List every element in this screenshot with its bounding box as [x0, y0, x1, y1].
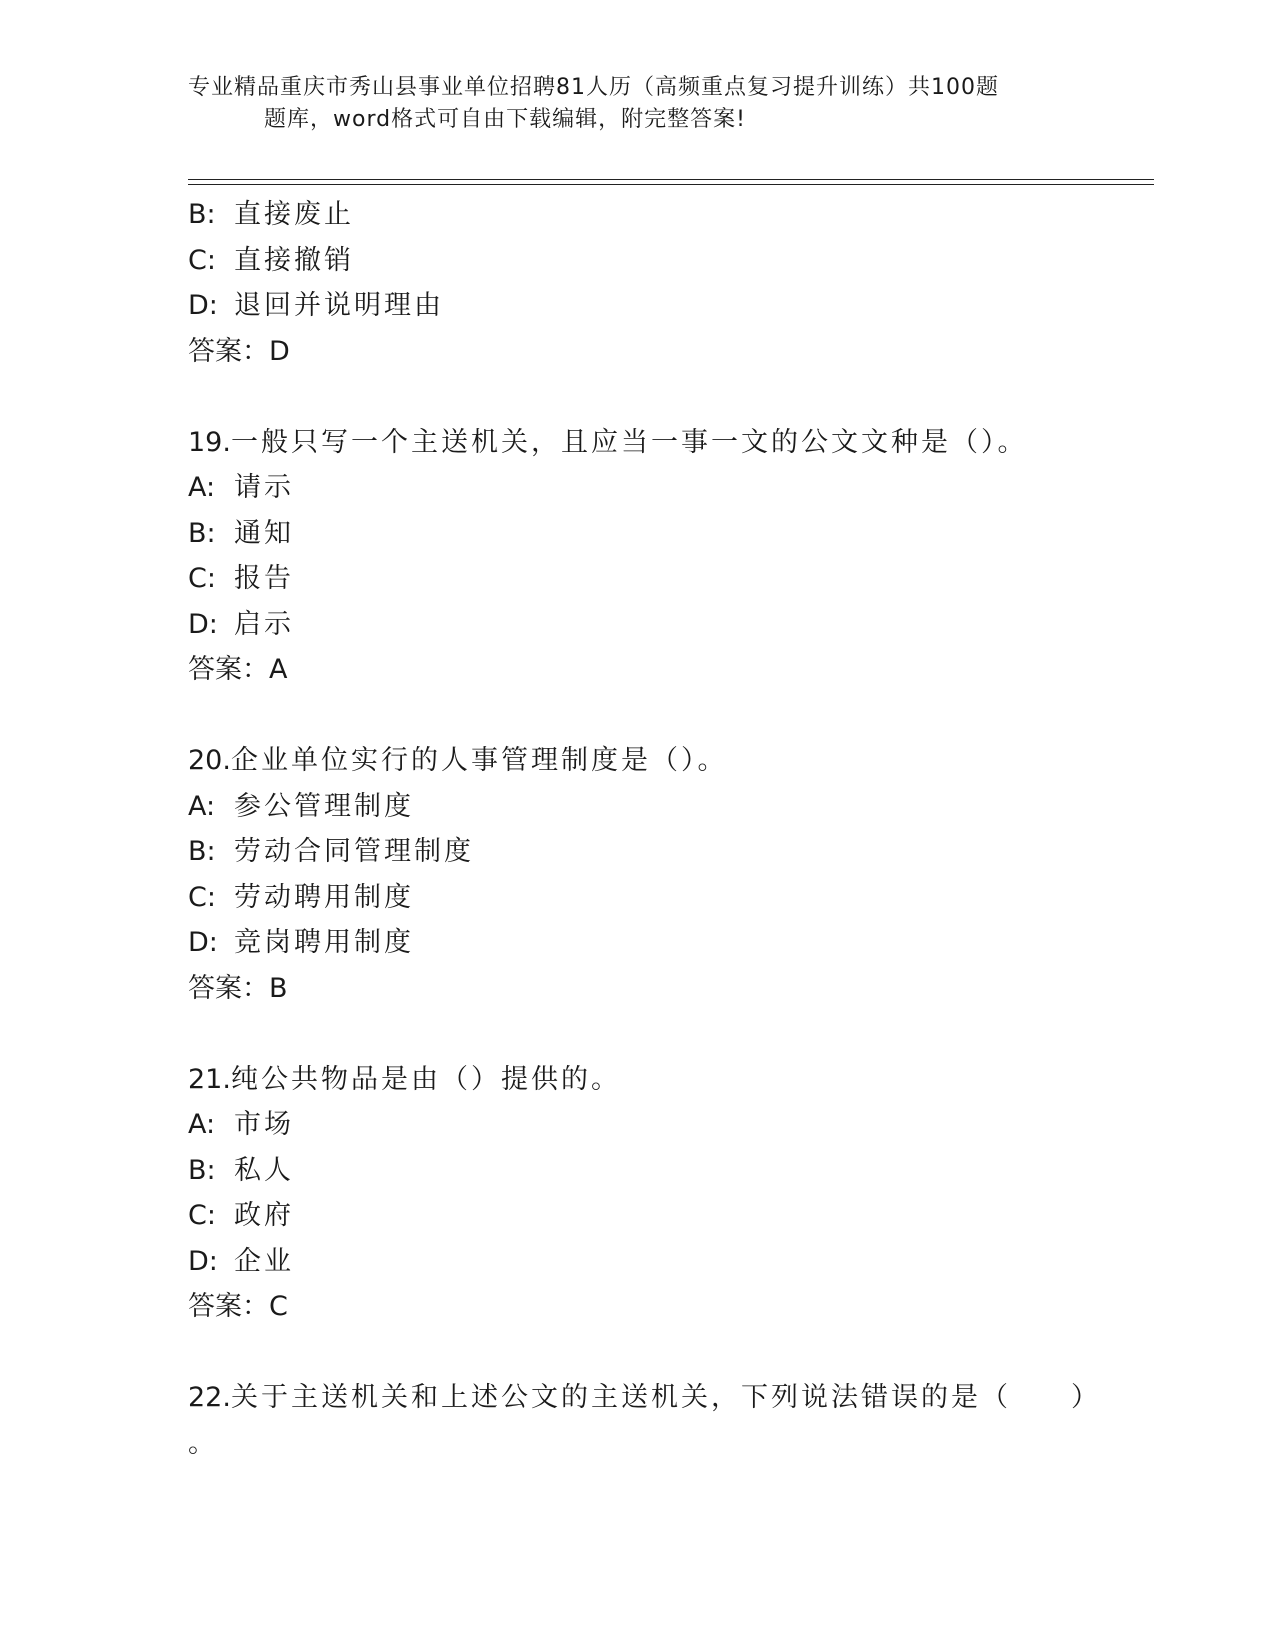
- option-text: 启示: [234, 608, 294, 640]
- option-text: 通知: [234, 517, 294, 549]
- header-divider-bottom: [188, 184, 1154, 185]
- option-text: 竞岗聘用制度: [234, 927, 414, 958]
- option-text: 劳动聘用制度: [234, 881, 414, 913]
- question-block-19: [188, 420, 1154, 693]
- option-row: [188, 1239, 1154, 1285]
- document-header: [188, 72, 1078, 136]
- option-letter: D:: [188, 608, 218, 640]
- option-row: [188, 556, 1154, 602]
- option-text: 退回并说明理由: [234, 290, 444, 321]
- option-row: [188, 829, 1154, 875]
- option-row: [188, 1193, 1154, 1239]
- option-letter: D:: [188, 927, 218, 958]
- option-row: [188, 1102, 1154, 1148]
- option-text: 市场: [234, 1109, 294, 1140]
- spacer: [188, 1330, 1154, 1376]
- option-letter: B:: [188, 199, 216, 230]
- question-number: 20.: [188, 745, 231, 776]
- option-text: 报告: [234, 563, 294, 594]
- option-text: 私人: [234, 1154, 294, 1186]
- option-letter: D:: [188, 1245, 218, 1277]
- question-tail: 。: [188, 1427, 215, 1459]
- option-letter: C:: [188, 881, 216, 913]
- option-row: [188, 784, 1154, 830]
- option-text: 参公管理制度: [234, 790, 414, 822]
- option-text: 企业: [234, 1245, 294, 1277]
- question-text: 关于主送机关和上述公文的主送机关，下列说法错误的是（ ）: [230, 1382, 1101, 1413]
- answer-line: 答案：B: [188, 972, 288, 1004]
- option-letter: D:: [188, 290, 218, 321]
- answer-line: 答案：A: [188, 654, 288, 685]
- option-row: [188, 1148, 1154, 1194]
- answer-line: 答案：D: [188, 335, 290, 367]
- question-number: 22.: [188, 1382, 231, 1413]
- answer-line: 答案：C: [188, 1291, 288, 1322]
- option-row: [188, 283, 1154, 329]
- option-letter: A:: [188, 1109, 216, 1140]
- option-letter: B:: [188, 836, 216, 867]
- question-block-21: [188, 1057, 1154, 1330]
- option-text: 劳动合同管理制度: [234, 836, 474, 867]
- option-text: 请示: [234, 472, 294, 503]
- option-letter: A:: [188, 472, 216, 503]
- question-content: [188, 192, 1154, 1466]
- option-row: [188, 511, 1154, 557]
- spacer: [188, 1011, 1154, 1057]
- option-row: [188, 602, 1154, 648]
- header-divider-top: [188, 179, 1154, 180]
- question-block-22: [188, 1375, 1154, 1466]
- header-title-line1: 专业精品重庆市秀山县事业单位招聘81人历（高频重点复习提升训练）共100题: [188, 75, 999, 100]
- question-stem: [188, 1375, 1154, 1421]
- question-number: 19.: [188, 426, 231, 458]
- option-row: [188, 465, 1154, 511]
- option-letter: C:: [188, 563, 216, 594]
- spacer: [188, 374, 1154, 420]
- question-stem: [188, 420, 1154, 466]
- question-text: 企业单位实行的人事管理制度是（）。: [230, 745, 728, 776]
- question-block-20: [188, 738, 1154, 1011]
- option-letter: C:: [188, 1200, 216, 1231]
- question-text: 一般只写一个主送机关，且应当一事一文的公文文种是（）。: [230, 426, 1028, 458]
- question-stem: [188, 1057, 1154, 1103]
- option-row: [188, 238, 1154, 284]
- option-text: 直接废止: [234, 199, 354, 230]
- question-block-previous: [188, 192, 1154, 374]
- option-text: 直接撤销: [234, 244, 354, 276]
- option-letter: A:: [188, 790, 216, 822]
- header-title-line2: 题库，word格式可自由下载编辑，附完整答案!: [264, 107, 746, 132]
- option-letter: B:: [188, 1154, 216, 1186]
- option-row: [188, 192, 1154, 238]
- option-row: [188, 875, 1154, 921]
- option-letter: B:: [188, 517, 216, 549]
- option-row: [188, 920, 1154, 966]
- question-stem: [188, 738, 1154, 784]
- option-text: 政府: [234, 1200, 294, 1231]
- spacer: [188, 693, 1154, 739]
- question-text: 纯公共物品是由（）提供的。: [230, 1063, 621, 1095]
- option-letter: C:: [188, 244, 216, 276]
- question-number: 21.: [188, 1063, 231, 1095]
